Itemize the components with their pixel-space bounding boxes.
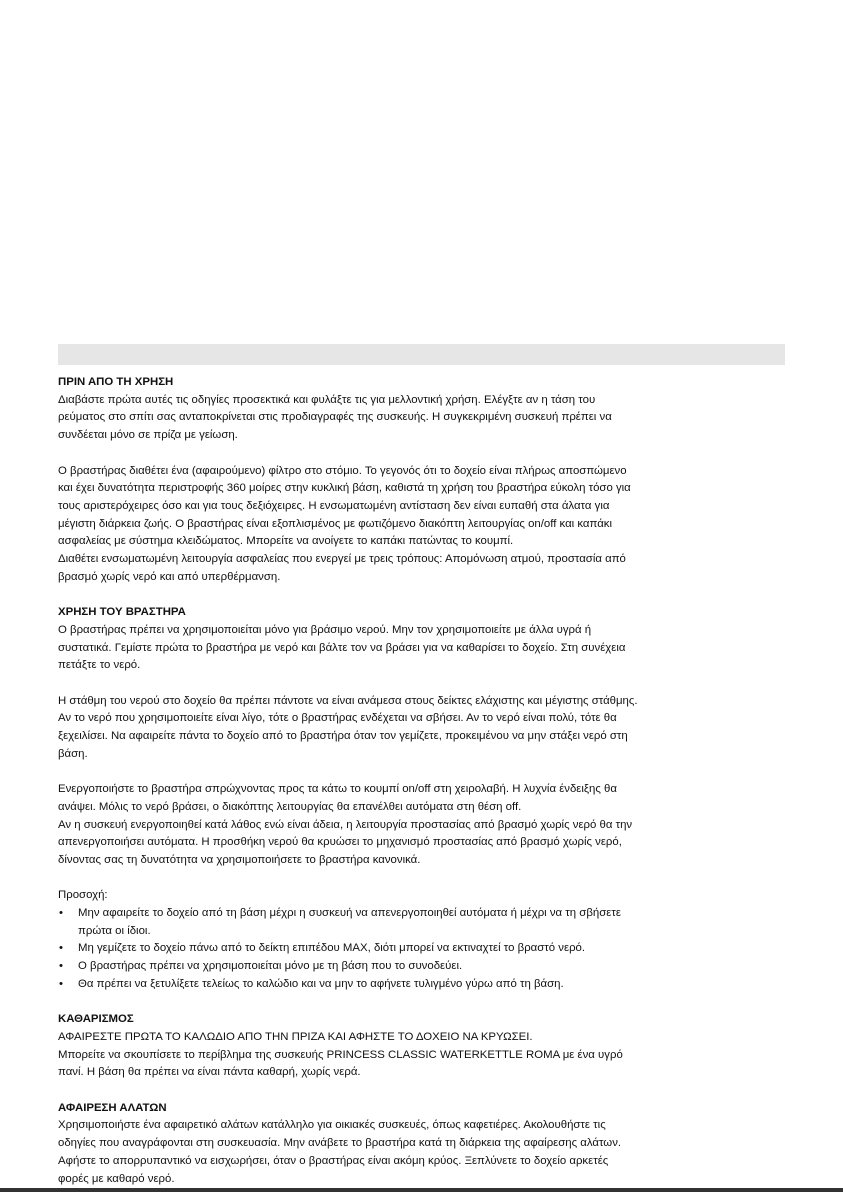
- heading-before-use: ΠΡΙΝ ΑΠΟ ΤΗ ΧΡΗΣΗ: [58, 376, 174, 388]
- text-line: ασφαλείας με σύστημα κλειδώματος. Μπορείτε να ανοίγετε το καπάκι πατώντας το κουμπί.: [58, 535, 514, 548]
- text-line: Ενεργοποιήστε το βραστήρα σπρώχνοντας προς τα κάτω το κουμπί on/off στη χειρολαβή. Η λυχνία ένδειξης θα: [58, 783, 617, 796]
- text-line: βάση.: [58, 747, 88, 760]
- list-item: [58, 940, 785, 958]
- section-descaling: [58, 1100, 785, 1189]
- paragraph: [58, 1029, 785, 1082]
- text-line: πρώτα οι ίδιοι.: [78, 924, 151, 937]
- text-line: ξεχειλίσει. Να αφαιρείτε πάντα το δοχείο από το βραστήρα όταν τον γεμίζετε, προκειμένου να μην στάξει νερό στη: [58, 730, 628, 743]
- bullet-icon: •: [59, 977, 63, 990]
- text-line: Μην αφαιρείτε το δοχείο από τη βάση μέχρι η συσκευή να απενεργοποιηθεί αυτόματα ή μέχρι να τη σβήσετε: [78, 907, 621, 920]
- text-line: ανάψει. Μόλις το νερό βράσει, ο διακόπτης λειτουργίας θα επανέλθει αυτόματα στη θέση off.: [58, 800, 522, 813]
- heading-cleaning: ΚΑΘΑΡΙΣΜΟΣ: [58, 1013, 134, 1026]
- paragraph: [58, 392, 785, 445]
- section-cleaning: [58, 1011, 785, 1082]
- heading-use: ΧΡΗΣΗ ΤΟΥ ΒΡΑΣΤΗΡΑ: [58, 606, 186, 619]
- text-line: Αν το νερό που χρησιμοποιείτε είναι λίγο, τότε ο βραστήρας ενδέχεται να σβήσει. Αν το νερό είναι πολύ, τότε θα: [58, 712, 617, 725]
- paragraph: [58, 693, 785, 764]
- caution-list: [58, 905, 785, 994]
- text-line: μέγιστη διάρκεια ζωής. Ο βραστήρας είναι εξοπλισμένος με φωτιζόμενο διακόπτη λειτουργίας on/off και καπάκι: [58, 517, 613, 530]
- text-line: πανί. Η βάση θα πρέπει να είναι πάντα καθαρή, χωρίς νερά.: [58, 1066, 361, 1079]
- text-line: ρεύματος στο σπίτι σας ανταποκρίνεται στις προδιαγραφές της συσκευής. Η συγκεκριμένη συσκευή πρέπει να: [58, 411, 612, 424]
- text-line: απενεργοποιήσει αυτόματα. Η προσθήκη νερού θα κρυώσει το μηχανισμό προστασίας από βρασμό χωρίς νερό,: [58, 836, 622, 849]
- text-line: Μη γεμίζετε το δοχείο πάνω από το δείκτη επιπέδου MAX, διότι μπορεί να εκτιναχτεί το βραστό νερό.: [78, 942, 586, 955]
- bullet-icon: •: [59, 960, 63, 973]
- text-line: βρασμό χωρίς νερό και από υπερθέρμανση.: [58, 570, 281, 583]
- text-line: Ο βραστήρας διαθέτει ένα (αφαιρούμενο) φίλτρο στο στόμιο. Το γεγονός ότι το δοχείο είναι πλήρως αποσπώμενο: [58, 464, 627, 477]
- text-line: Μπορείτε να σκουπίσετε το περίβλημα της συσκευής PRINCESS CLASSIC WATERKETTLE ROMA με ένα υγρό: [58, 1048, 623, 1061]
- list-item: [58, 958, 785, 976]
- text-line: και έχει δυνατότητα περιστροφής 360 μοίρες στην κυκλική βάση, καθιστά τη χρήση του βραστήρα εύκολη τόσο για: [58, 482, 631, 495]
- paragraph: [58, 781, 785, 870]
- list-item: [58, 976, 785, 994]
- manual-text: [58, 374, 785, 1188]
- bullet-icon: •: [59, 907, 63, 920]
- heading-descaling: ΑΦΑΙΡΕΣΗ ΑΛΑΤΩΝ: [58, 1101, 167, 1114]
- paragraph: [58, 463, 785, 587]
- text-line: συνδέεται μόνο σε πρίζα με γείωση.: [58, 429, 238, 442]
- text-line: ΑΦΑΙΡΕΣΤΕ ΠΡΩΤΑ ΤΟ ΚΑΛΩΔΙΟ ΑΠΟ ΤΗΝ ΠΡΙΖΑ ΚΑΙ ΑΦΗΣΤΕ ΤΟ ΔΟΧΕΙΟ ΝΑ ΚΡΥΩΣΕΙ.: [58, 1030, 533, 1043]
- text-line: δίνοντας σας τη δυνατότητα να χρησιμοποιήσετε το βραστήρα κανονικά.: [58, 853, 421, 866]
- list-item: [58, 905, 785, 940]
- text-line: φορές με καθαρό νερό.: [58, 1172, 175, 1185]
- text-line: Ο βραστήρας πρέπει να χρησιμοποιείται μόνο με τη βάση που το συνοδεύει.: [78, 960, 463, 973]
- text-line: συστατικά. Γεμίστε πρώτα το βραστήρα με νερό και βάλτε τον να βράσει για να καθαρίσει το δοχείο. Στη συνέχεια: [58, 641, 626, 654]
- text-line: Θα πρέπει να ξετυλίξετε τελείως το καλώδιο και να μην το αφήνετε τυλιγμένο γύρω από τη βάση.: [78, 977, 564, 990]
- text-line: Διαβάστε πρώτα αυτές τις οδηγίες προσεκτικά και φυλάξτε τις για μελλοντική χρήση. Ελέγξτε αν η τάση του: [58, 393, 596, 406]
- text-line: Χρησιμοποιήστε ένα αφαιρετικό αλάτων κατάλληλο για οικιακές συσκευές, όπως καφετιέρες. Ακολουθήστε τις: [58, 1119, 606, 1132]
- page-bottom-border: [0, 1188, 843, 1192]
- text-line: Αν η συσκευή ενεργοποιηθεί κατά λάθος ενώ είναι άδεια, η λειτουργία προστασίας από βρασμό χωρίς νερό θα την: [58, 818, 633, 831]
- text-line: πετάξτε το νερό.: [58, 659, 141, 672]
- text-line: Η στάθμη του νερού στο δοχείο θα πρέπει πάντοτε να είναι ανάμεσα στους δείκτες ελάχιστης και μέγιστης στάθμης.: [58, 694, 638, 707]
- text-line: Ο βραστήρας πρέπει να χρησιμοποιείται μόνο για βράσιμο νερού. Μην τον χρησιμοποιείτε με άλλα υγρά ή: [58, 623, 592, 636]
- text-line: Αφήστε το απορρυπαντικό να εισχωρήσει, όταν ο βραστήρας είναι ακόμη κρύος. Ξεπλύνετε το δοχείο αρκετές: [58, 1154, 609, 1167]
- caution-label: Προσοχή:: [58, 889, 108, 902]
- paragraph: [58, 622, 785, 675]
- paragraph: [58, 1117, 785, 1188]
- section-use: [58, 604, 785, 993]
- bullet-icon: •: [59, 942, 63, 955]
- text-line: Διαθέτει ενσωματωμένη λειτουργία ασφαλείας που ενεργεί με τρεις τρόπους: Απομόνωση ατμού, προστασία από: [58, 553, 626, 566]
- text-line: τους αριστερόχειρες όσο και για τους δεξιόχειρες. Η ενσωματωμένη αντίσταση δεν είναι ευπαθή στα άλατα για: [58, 499, 610, 512]
- text-line: οδηγίες που αναγράφονται στη συσκευασία. Μην ανάβετε το βραστήρα κατά τη διάρκεια της αφαίρεσης αλάτων.: [58, 1137, 622, 1150]
- section-before-use: [58, 374, 785, 586]
- section-header-bar: [58, 344, 785, 365]
